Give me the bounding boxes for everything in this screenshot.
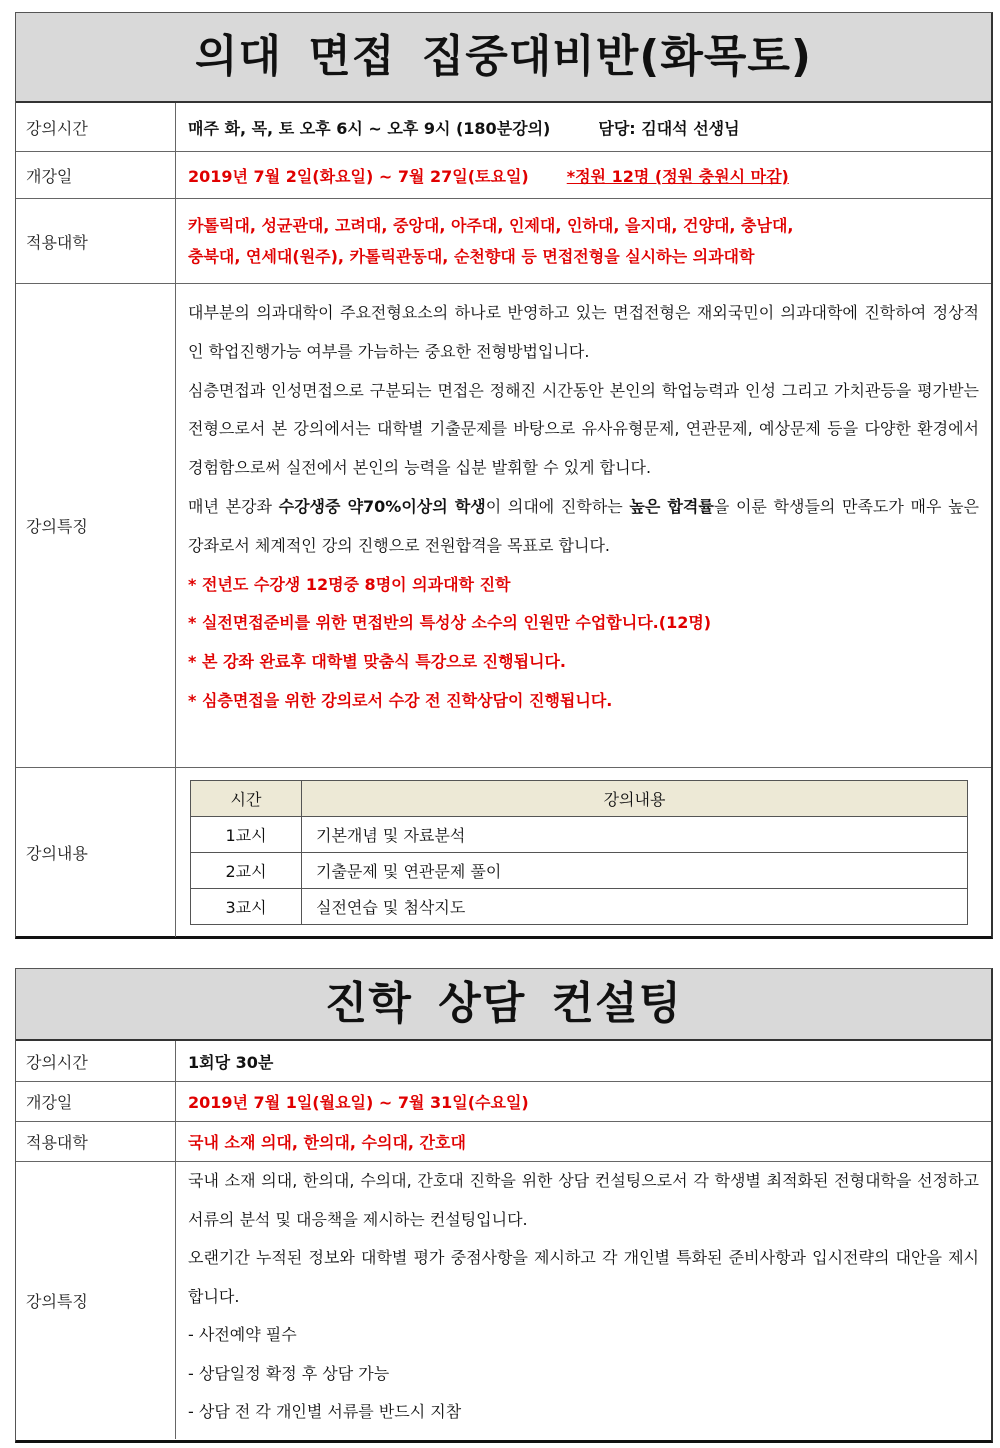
section-title: 의대 면접 집중대비반(화목토) [16,13,991,103]
row-lecture-time [16,1041,991,1081]
label-lecture-time: 강의시간 [16,103,176,151]
universities-line-2: 충북대, 연세대(원주), 카톨릭관동대, 순천향대 등 면접전형을 실시하는 의과대학 [188,247,755,266]
row-open-date [16,151,991,198]
label-lecture-content: 강의내용 [16,768,176,937]
table-row: 2교시 기출문제 및 연관문제 풀이 [191,853,968,889]
lecture-time-value: 매주 화, 목, 토 오후 6시 ~ 오후 9시 (180분강의) [188,118,551,138]
row-features [16,283,991,767]
universities-value: 국내 소재 의대, 한의대, 수의대, 간호대 [188,1133,466,1152]
teacher-name: 담당: 김대석 선생님 [598,118,740,138]
header-content: 강의내용 [302,781,968,817]
label-lecture-time: 강의시간 [16,1041,176,1081]
feature-paragraph-1: 대부분의 의과대학이 주요전형요소의 하나로 반영하고 있는 면접전형은 재외국민이 의과대학에 진학하여 정상적인 학업진행가능 여부를 가늠하는 중요한 전형방법입니다. [188,303,979,361]
row-features [16,1161,991,1439]
label-open-date: 개강일 [16,152,176,198]
label-universities: 적용대학 [16,199,176,283]
row-lecture-time [16,103,991,151]
row-lecture-content [16,767,991,937]
universities-line-1: 카톨릭대, 성균관대, 고려대, 중앙대, 아주대, 인제대, 인하대, 을지대, 건양대, 충남대, [188,216,794,235]
lecture-time-value: 1회당 30분 [188,1052,274,1072]
capacity-note: *정원 12명 (정원 충원시 마감) [566,166,789,186]
table-row: 3교시 실전연습 및 첨삭지도 [191,889,968,925]
feature-paragraph-1: 국내 소재 의대, 한의대, 수의대, 간호대 진학을 위한 상담 컨설팅으로서 각 학생별 최적화된 전형대학을 선정하고 서류의 분석 및 대응책을 제시하는 컨설팅입니다. [188,1171,979,1229]
label-universities: 적용대학 [16,1122,176,1161]
feature-bullet: - 사전예약 필수 [188,1325,297,1344]
highlight-pass-students: 수강생중 약70%이상의 학생 [278,496,486,516]
highlight-pass-rate: 높은 합격률 [629,496,714,516]
header-time: 시간 [191,781,302,817]
curriculum-table [190,780,968,925]
label-features: 강의특징 [16,284,176,767]
section-consulting [15,968,993,1443]
open-date-value: 2019년 7월 1일(월요일) ~ 7월 31일(수요일) [188,1093,529,1112]
feature-paragraph-2: 심층면접과 인성면접으로 구분되는 면접은 정해진 시간동안 본인의 학업능력과 인성 그리고 가치관등을 평가받는 전형으로서 본 강의에서는 대학별 기출문제를 바탕으로 유사유형문제, 연관문제, 예상문제 등을 다양한 환경에서 경험함으로써 실전에서 본인의 능력을 십분 발휘할 수 있게 합니다. [188,380,979,478]
feature-bullet: * 심층면접을 위한 강의로서 수강 전 진학상담이 진행됩니다. [188,690,613,710]
label-open-date: 개강일 [16,1082,176,1121]
feature-paragraph-3: 매년 본강좌 수강생중 약70%이상의 학생이 의대에 진학하는 높은 합격률을 이룬 학생들의 만족도가 매우 높은 강좌로서 체계적인 강의 진행으로 전원합격을 목표로 합니다. [188,496,979,555]
label-features: 강의특징 [16,1162,176,1439]
section-medical-interview [15,12,993,939]
row-universities [16,1121,991,1161]
feature-paragraph-2: 오랜기간 누적된 정보와 대학별 평가 중점사항을 제시하고 각 개인별 특화된 준비사항과 입시전략의 대안을 제시합니다. [188,1248,979,1306]
section-title: 진학 상담 컨설팅 [16,969,991,1041]
feature-bullet: - 상담일정 확정 후 상담 가능 [188,1363,390,1383]
row-open-date [16,1081,991,1121]
feature-bullet: * 전년도 수강생 12명중 8명이 의과대학 진학 [188,574,511,594]
table-row: 1교시 기본개념 및 자료분석 [191,817,968,853]
feature-bullet: * 본 강좌 완료후 대학별 맞춤식 특강으로 진행됩니다. [188,652,567,672]
open-date-value: 2019년 7월 2일(화요일) ~ 7월 27일(토요일) [188,166,529,186]
feature-bullet: - 상담 전 각 개인별 서류를 반드시 지참 [188,1402,462,1421]
feature-bullet: * 실전면접준비를 위한 면접반의 특성상 소수의 인원만 수업합니다.(12명) [188,613,712,633]
row-universities [16,198,991,283]
table-header-row [191,781,968,817]
